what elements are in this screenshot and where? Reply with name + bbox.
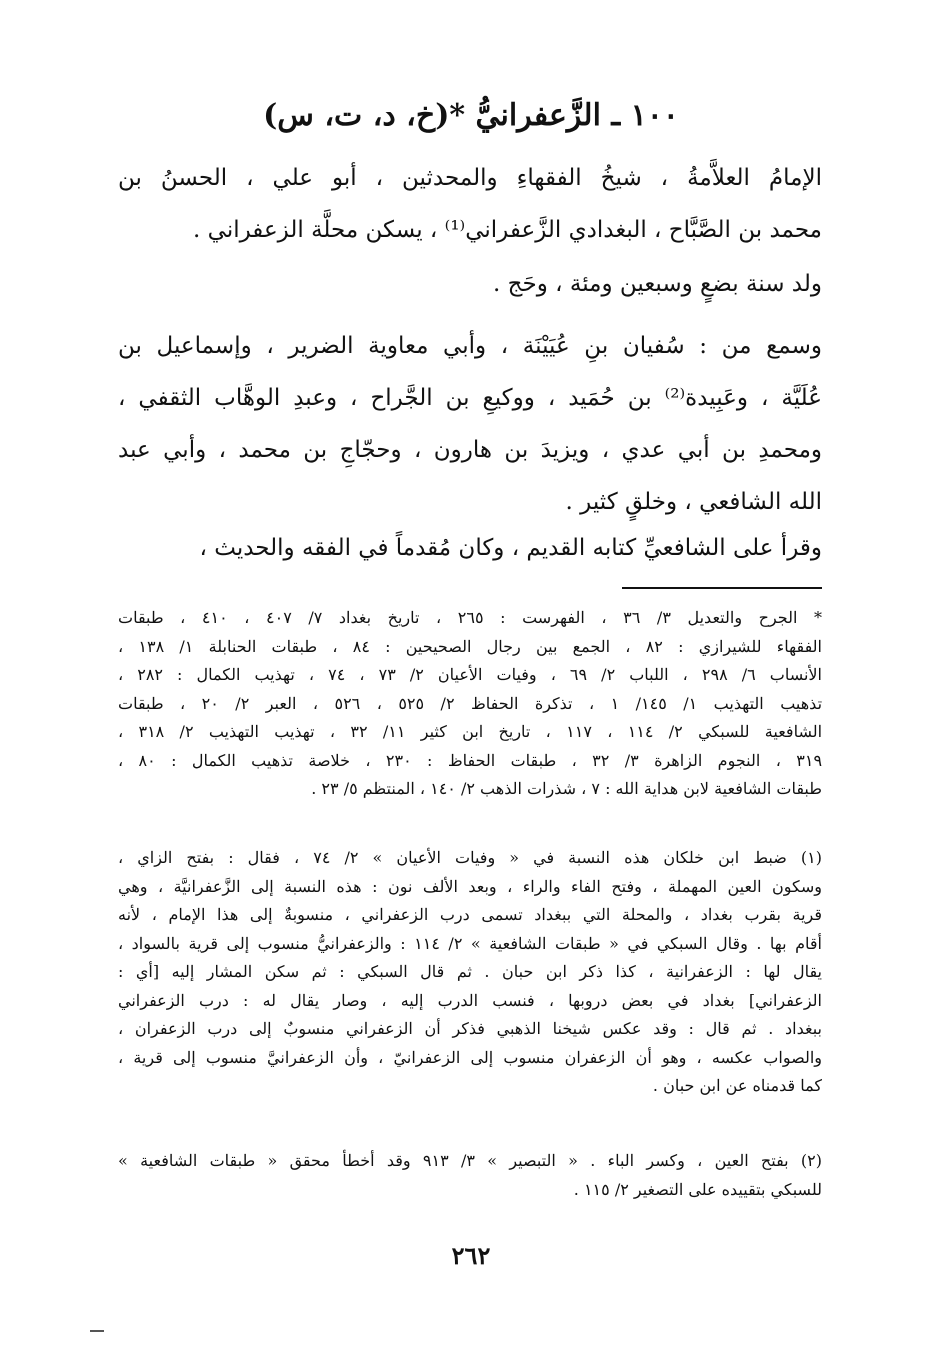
paragraph-study [118,522,822,574]
scan-mark [90,1330,104,1332]
footnote-line: الزعفراني] بغداد في بعض دروبها ، فنسب الدرب إليه ، وصار يقال له : درب الزعفراني [118,990,823,1010]
footnote-line: يقال لها : الزعفرانية ، كذا ذكر ابن حبان . ثم قال السبكي : ثم سكن المشار إليه [أي : [118,962,822,981]
footnote-line: * الجرح والتعديل ٣/ ٣٦ ، الفهرست : ٢٦٥ ، تاريخ بغداد ٧/ ٤٠٧ ، ٤١٠ ، طبقات [118,608,822,627]
footnote-2 [118,1147,822,1204]
footnote-line: (٢) بفتح العين ، وكسر الباء . « التبصير » ٣/ ٩١٣ وقد أخطأ محقق « طبقات الشافعية » [118,1151,822,1170]
footnote-line: الفقهاء للشيرازي : ٨٢ ، الجمع بين رجال الصحيحين : ٨٤ ، طبقات الحنابلة ١/ ١٣٨ ، [118,636,823,656]
text-line: الله الشافعي ، وخلقٍ كثير . [565,489,822,515]
text-line: عُلَيَّة ، وعَبِيدة⁽²⁾ بن حُمَيد ، ووكيعِ بن الجَّراح ، وعبدِ الوهَّاب الثقفي ، [118,385,822,411]
footnote-line: والصواب عكسه ، وهو أن الزعفران منسوب إلى الزعفرانيّ ، وأن الزعفرانيَّ منسوب إلى قرية ، [118,1047,822,1067]
footnote-line: طبقات الشافعية لابن هداية الله : ٧ ، شذرات الذهب ٢/ ١٤٠ ، المنتظم ٥/ ٢٣ . [311,779,822,798]
footnote-1 [118,844,822,1101]
footnote-line: أقام بها . وقال السبكي في « طبقات الشافعية » ٢/ ١١٤ : والزعفرانيُّ منسوب إلى قرية بالسواد ، [118,933,822,953]
text-line: محمد بن الصَّبَّاح ، البغدادي الزَّعفراني⁽¹⁾ ، يسكن محلَّة الزعفراني . [193,217,822,243]
footnote-line: ببغداد . ثم قال : وقد عكس شيخنا الذهبي فذكر أن الزعفراني منسوبٌ إلى درب الزعفران ، [118,1019,822,1038]
text-line: الإمامُ العلاَّمةُ ، شيخُ الفقهاءِ والمحدثين ، أبو علي ، الحسنُ بن [118,165,822,191]
footnote-line: (١) ضبط ابن خلكان هذه النسبة في « وفيات الأعيان » ٢/ ٧٤ ، فقال : بفتح الزاي ، [118,848,822,867]
footnote-references [118,604,822,804]
text-line: وسمع من : سُفيان بنِ عُيَيْنَة ، وأبي معاوية الضرير ، وإسماعيل بن [118,333,822,359]
text-line: وقرأ على الشافعيِّ كتابه القديم ، وكان مُقدماً في الفقه والحديث ، [199,535,822,561]
paragraph-teachers [118,320,822,528]
paragraph-birth [118,258,822,310]
paragraph-intro [118,152,822,256]
footnote-separator [622,587,822,589]
text-line: ومحمدِ بن أبي عدي ، ويزيدَ بن هارون ، وحجّاجِ بن محمد ، وأبي عبد [118,437,822,463]
text-line: ولد سنة بضعٍ وسبعين ومئة ، وحَج . [493,271,822,297]
footnote-line: قرية بقرب بغداد ، والمحلة التي ببغداد تسمى درب الزعفراني ، منسوبةٌ إلى هذا الإمام ، لأنه [118,905,822,924]
footnote-line: تذهيب التهذيب ١/ ١٤٥/ ١ ، تذكرة الحفاظ ٢/ ٥٢٥ ، ٥٢٦ ، العبر ٢/ ٢٠ ، طبقات [118,693,823,713]
footnote-line: كما قدمناه عن ابن حبان . [652,1076,822,1095]
footnote-line: وسكون العين المهملة ، وفتح الفاء والراء ، وبعد الألف نون : هذه النسبة إلى الزَّعفرانيَّة ، وهي [118,876,822,896]
footnote-line: ٣١٩ ، النجوم الزاهرة ٣/ ٣٢ ، طبقات الحفاظ : ٢٣٠ ، خلاصة تذهيب الكمال : ٨٠ ، [118,750,823,770]
page-number: ٢٦٢ [451,1241,491,1270]
entry-heading: ١٠٠ ـ الزَّعفرانيُّ *(خ، د، ت، س) [263,98,679,133]
footnote-line: الشافعية للسبكي ٢/ ١١٤ ، ١١٧ ، تاريخ ابن كثير ١١/ ٣٢ ، تهذيب التهذيب ٢/ ٣١٨ ، [118,722,823,741]
footnote-line: الأنساب ٦/ ٢٩٨ ، اللباب ٢/ ٦٩ ، وفيات الأعيان ٢/ ٧٣ ، ٧٤ ، تهذيب الكمال : ٢٨٢ ، [118,665,822,684]
footnote-line: للسبكي بتقييده على التصغير ٢/ ١١٥ . [573,1179,822,1199]
